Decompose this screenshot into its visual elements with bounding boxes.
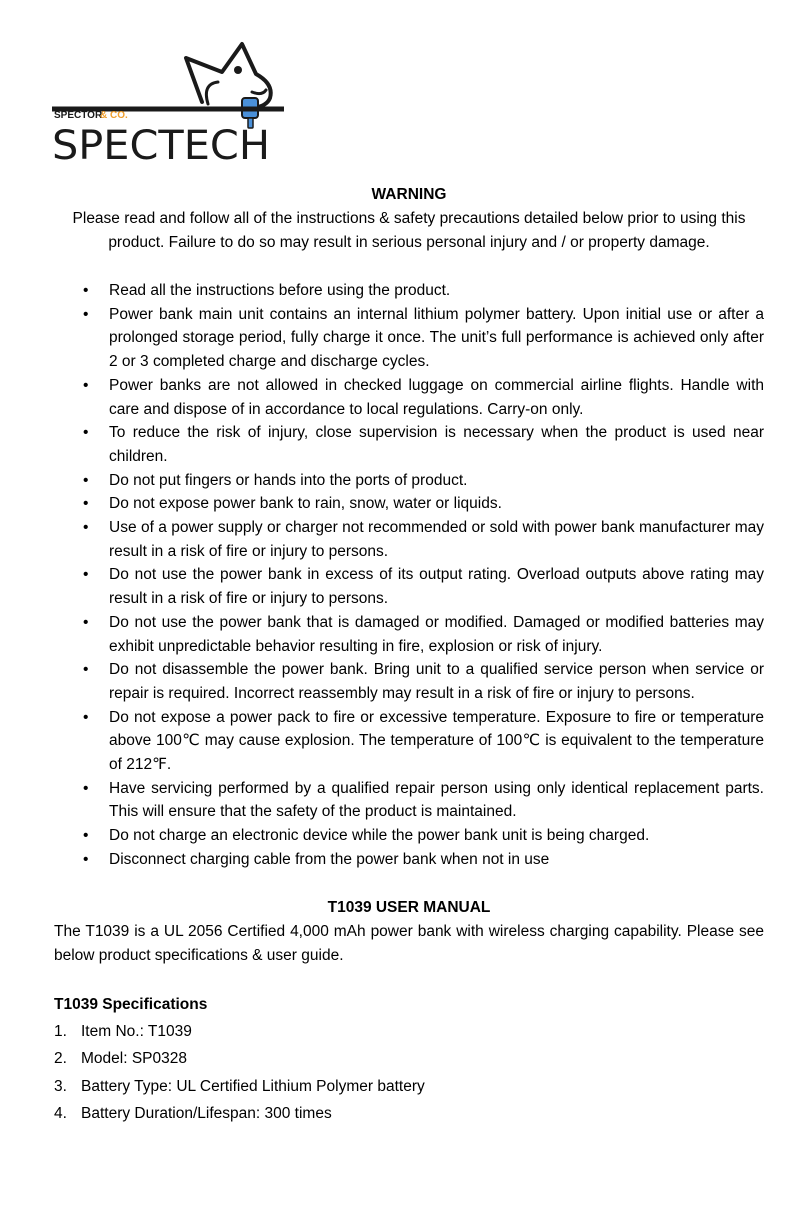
spec-item bbox=[54, 1018, 764, 1046]
spec-text: Item No.: T1039 bbox=[81, 1022, 192, 1040]
warning-item: • To reduce the risk of injury, close supervision is necessary when the product is used near children. bbox=[54, 421, 764, 468]
warning-item: • Have servicing performed by a qualified repair person using only identical replacement parts. This will ensure that the safety of the product is maintained. bbox=[54, 777, 764, 824]
warning-item: • Use of a power supply or charger not recommended or sold with power bank manufacturer may result in a risk of fire or injury to persons. bbox=[54, 516, 764, 563]
warning-list bbox=[54, 279, 764, 872]
warning-item: • Do not expose power bank to rain, snow, water or liquids. bbox=[54, 492, 764, 516]
logo-brand-small: SPECTOR bbox=[54, 110, 103, 121]
specs-list bbox=[54, 1018, 764, 1128]
spec-item bbox=[54, 1100, 764, 1128]
document-body bbox=[54, 183, 764, 1128]
manual-title: T1039 USER MANUAL bbox=[327, 898, 491, 916]
logo-brand-large: SPECTECH bbox=[52, 123, 270, 162]
spec-text: Model: SP0328 bbox=[81, 1050, 187, 1068]
warning-item: • Power banks are not allowed in checked luggage on commercial airline flights. Handle with care and dispose of in accordance to local regulations. Carry-on only. bbox=[54, 374, 764, 421]
spec-number: 3. bbox=[54, 1077, 67, 1095]
warning-item: • Do not disassemble the power bank. Bring unit to a qualified service person when service or repair is required. Incorrect reassembly may result in a risk of fire or injury to persons. bbox=[54, 658, 764, 705]
spec-text: Battery Duration/Lifespan: 300 times bbox=[81, 1105, 332, 1123]
warning-item: • Do not charge an electronic device while the power bank unit is being charged. bbox=[54, 824, 764, 848]
specs-title: T1039 Specifications bbox=[54, 995, 208, 1013]
warning-item: • Do not expose a power pack to fire or excessive temperature. Exposure to fire or temperature above 100℃ may cause explosion. The temperature of 100℃ is equivalent to the temperature of 212℉. bbox=[54, 706, 764, 777]
spec-text: Battery Type: UL Certified Lithium Polymer battery bbox=[81, 1077, 425, 1095]
warning-item: • Do not put fingers or hands into the ports of product. bbox=[54, 469, 764, 493]
warning-item: • Do not use the power bank in excess of its output rating. Overload outputs above rating may result in a risk of fire or injury to persons. bbox=[54, 563, 764, 610]
spec-number: 2. bbox=[54, 1050, 67, 1068]
warning-title: WARNING bbox=[371, 186, 447, 203]
spec-number: 1. bbox=[54, 1022, 67, 1040]
warning-item: • Read all the instructions before using the product. bbox=[54, 279, 764, 303]
spec-item bbox=[54, 1045, 764, 1073]
logo-brand-amp: & CO. bbox=[100, 110, 128, 121]
warning-item: • Do not use the power bank that is damaged or modified. Damaged or modified batteries may exhibit unpredictable behavior resulting in fire, explosion or risk of injury. bbox=[54, 611, 764, 658]
spec-item bbox=[54, 1073, 764, 1101]
warning-item: • Disconnect charging cable from the power bank when not in use bbox=[54, 848, 764, 872]
warning-item: • Power bank main unit contains an internal lithium polymer battery. Upon initial use or after a prolonged storage period, fully charge it once. The unit’s full performance is achieved only after 2 or 3 completed charge and discharge cycles. bbox=[54, 303, 764, 374]
spectech-logo bbox=[52, 38, 284, 162]
warning-intro: Please read and follow all of the instructions & safety precautions detailed below prior to using this product. Failure to do so may result in serious personal injury and / or property damage. bbox=[72, 210, 746, 251]
spec-number: 4. bbox=[54, 1105, 67, 1123]
manual-intro: The T1039 is a UL 2056 Certified 4,000 mAh power bank with wireless charging capability. Please see below product specifications & user guide. bbox=[54, 922, 764, 964]
